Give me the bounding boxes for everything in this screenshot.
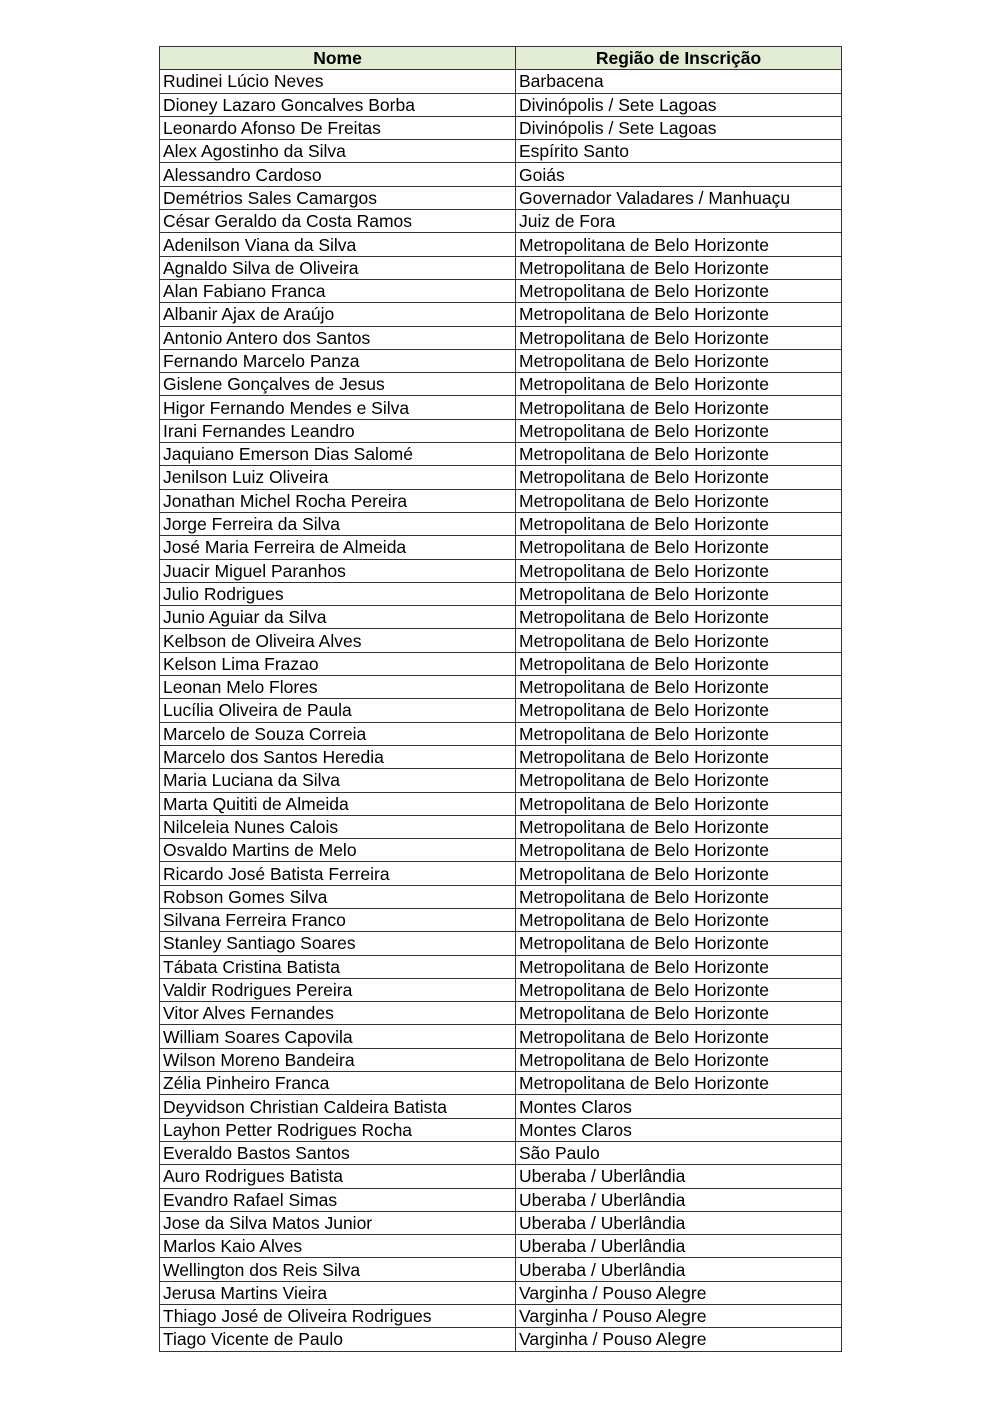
cell-name: Marcelo dos Santos Heredia	[160, 745, 516, 768]
table-row	[160, 1165, 842, 1188]
cell-name: Jonathan Michel Rocha Pereira	[160, 489, 516, 512]
cell-region: Varginha / Pouso Alegre	[516, 1305, 842, 1328]
cell-name: Wellington dos Reis Silva	[160, 1258, 516, 1281]
table-row	[160, 466, 842, 489]
registration-list	[159, 46, 841, 1352]
cell-name: Alessandro Cardoso	[160, 163, 516, 186]
cell-region: Metropolitana de Belo Horizonte	[516, 256, 842, 279]
cell-name: Maria Luciana da Silva	[160, 769, 516, 792]
table-row	[160, 373, 842, 396]
table-row	[160, 652, 842, 675]
cell-name: Lucília Oliveira de Paula	[160, 699, 516, 722]
table-row	[160, 676, 842, 699]
cell-region: Metropolitana de Belo Horizonte	[516, 862, 842, 885]
cell-region: Barbacena	[516, 70, 842, 93]
cell-name: Alex Agostinho da Silva	[160, 140, 516, 163]
cell-region: Metropolitana de Belo Horizonte	[516, 1048, 842, 1071]
cell-region: Metropolitana de Belo Horizonte	[516, 1025, 842, 1048]
cell-region: Montes Claros	[516, 1095, 842, 1118]
cell-region: Uberaba / Uberlândia	[516, 1165, 842, 1188]
table-row	[160, 93, 842, 116]
cell-name: Adenilson Viana da Silva	[160, 233, 516, 256]
table-row	[160, 256, 842, 279]
cell-region: Metropolitana de Belo Horizonte	[516, 839, 842, 862]
cell-name: Stanley Santiago Soares	[160, 932, 516, 955]
table-row	[160, 908, 842, 931]
table-row	[160, 233, 842, 256]
cell-name: Evandro Rafael Simas	[160, 1188, 516, 1211]
column-header-region: Região de Inscrição	[516, 47, 842, 70]
table-row	[160, 210, 842, 233]
table-row	[160, 396, 842, 419]
table-row	[160, 839, 842, 862]
cell-region: Uberaba / Uberlândia	[516, 1211, 842, 1234]
table-row	[160, 140, 842, 163]
table-row	[160, 536, 842, 559]
table-row	[160, 885, 842, 908]
cell-region: Metropolitana de Belo Horizonte	[516, 885, 842, 908]
cell-region: Metropolitana de Belo Horizonte	[516, 326, 842, 349]
table-row	[160, 70, 842, 93]
registration-table	[159, 46, 842, 1352]
cell-region: Metropolitana de Belo Horizonte	[516, 512, 842, 535]
cell-region: Metropolitana de Belo Horizonte	[516, 279, 842, 302]
table-header-row	[160, 47, 842, 70]
cell-region: Metropolitana de Belo Horizonte	[516, 792, 842, 815]
table-row	[160, 932, 842, 955]
cell-region: Metropolitana de Belo Horizonte	[516, 443, 842, 466]
column-header-name: Nome	[160, 47, 516, 70]
cell-name: Deyvidson Christian Caldeira Batista	[160, 1095, 516, 1118]
table-row	[160, 512, 842, 535]
table-row	[160, 792, 842, 815]
table-row	[160, 978, 842, 1001]
cell-region: São Paulo	[516, 1141, 842, 1164]
cell-name: Thiago José de Oliveira Rodrigues	[160, 1305, 516, 1328]
cell-name: Irani Fernandes Leandro	[160, 419, 516, 442]
table-row	[160, 1072, 842, 1095]
cell-region: Metropolitana de Belo Horizonte	[516, 559, 842, 582]
table-row	[160, 1305, 842, 1328]
cell-region: Metropolitana de Belo Horizonte	[516, 349, 842, 372]
table-row	[160, 163, 842, 186]
cell-region: Metropolitana de Belo Horizonte	[516, 606, 842, 629]
cell-region: Metropolitana de Belo Horizonte	[516, 745, 842, 768]
cell-region: Montes Claros	[516, 1118, 842, 1141]
cell-name: César Geraldo da Costa Ramos	[160, 210, 516, 233]
table-row	[160, 582, 842, 605]
table-row	[160, 326, 842, 349]
cell-region: Uberaba / Uberlândia	[516, 1235, 842, 1258]
cell-name: Robson Gomes Silva	[160, 885, 516, 908]
table-row	[160, 1002, 842, 1025]
cell-name: Albanir Ajax de Araújo	[160, 303, 516, 326]
cell-region: Metropolitana de Belo Horizonte	[516, 489, 842, 512]
cell-name: Nilceleia Nunes Calois	[160, 815, 516, 838]
cell-name: Dioney Lazaro Goncalves Borba	[160, 93, 516, 116]
cell-name: Alan Fabiano Franca	[160, 279, 516, 302]
cell-name: Higor Fernando Mendes e Silva	[160, 396, 516, 419]
cell-region: Metropolitana de Belo Horizonte	[516, 652, 842, 675]
cell-name: Jerusa Martins Vieira	[160, 1281, 516, 1304]
cell-name: Valdir Rodrigues Pereira	[160, 978, 516, 1001]
cell-name: Leonan Melo Flores	[160, 676, 516, 699]
table-row	[160, 349, 842, 372]
table-row	[160, 1328, 842, 1351]
cell-region: Metropolitana de Belo Horizonte	[516, 303, 842, 326]
cell-region: Metropolitana de Belo Horizonte	[516, 676, 842, 699]
cell-region: Metropolitana de Belo Horizonte	[516, 419, 842, 442]
table-row	[160, 489, 842, 512]
table-row	[160, 419, 842, 442]
cell-name: Julio Rodrigues	[160, 582, 516, 605]
table-row	[160, 955, 842, 978]
cell-name: Zélia Pinheiro Franca	[160, 1072, 516, 1095]
table-row	[160, 559, 842, 582]
table-row	[160, 699, 842, 722]
table-row	[160, 606, 842, 629]
cell-region: Varginha / Pouso Alegre	[516, 1281, 842, 1304]
cell-region: Metropolitana de Belo Horizonte	[516, 699, 842, 722]
cell-name: Marlos Kaio Alves	[160, 1235, 516, 1258]
cell-name: Fernando Marcelo Panza	[160, 349, 516, 372]
cell-region: Metropolitana de Belo Horizonte	[516, 582, 842, 605]
table-row	[160, 1188, 842, 1211]
table-row	[160, 629, 842, 652]
table-row	[160, 722, 842, 745]
table-row	[160, 1025, 842, 1048]
table-row	[160, 769, 842, 792]
cell-region: Metropolitana de Belo Horizonte	[516, 908, 842, 931]
table-row	[160, 1095, 842, 1118]
cell-name: Demétrios Sales Camargos	[160, 186, 516, 209]
cell-name: Ricardo José Batista Ferreira	[160, 862, 516, 885]
cell-region: Divinópolis / Sete Lagoas	[516, 116, 842, 139]
table-row	[160, 186, 842, 209]
cell-name: Tiago Vicente de Paulo	[160, 1328, 516, 1351]
cell-region: Metropolitana de Belo Horizonte	[516, 396, 842, 419]
cell-name: Kelson Lima Frazao	[160, 652, 516, 675]
cell-name: Everaldo Bastos Santos	[160, 1141, 516, 1164]
cell-name: Gislene Gonçalves de Jesus	[160, 373, 516, 396]
cell-region: Metropolitana de Belo Horizonte	[516, 955, 842, 978]
cell-region: Goiás	[516, 163, 842, 186]
cell-region: Metropolitana de Belo Horizonte	[516, 932, 842, 955]
cell-name: William Soares Capovila	[160, 1025, 516, 1048]
cell-region: Metropolitana de Belo Horizonte	[516, 815, 842, 838]
table-row	[160, 1141, 842, 1164]
cell-name: Rudinei Lúcio Neves	[160, 70, 516, 93]
cell-region: Divinópolis / Sete Lagoas	[516, 93, 842, 116]
table-row	[160, 862, 842, 885]
cell-region: Metropolitana de Belo Horizonte	[516, 978, 842, 1001]
cell-name: Marta Quititi de Almeida	[160, 792, 516, 815]
cell-name: Jorge Ferreira da Silva	[160, 512, 516, 535]
cell-name: Vitor Alves Fernandes	[160, 1002, 516, 1025]
cell-name: Kelbson de Oliveira Alves	[160, 629, 516, 652]
cell-name: Antonio Antero dos Santos	[160, 326, 516, 349]
cell-name: Silvana Ferreira Franco	[160, 908, 516, 931]
table-row	[160, 1235, 842, 1258]
cell-name: Osvaldo Martins de Melo	[160, 839, 516, 862]
cell-name: Leonardo Afonso De Freitas	[160, 116, 516, 139]
cell-region: Uberaba / Uberlândia	[516, 1258, 842, 1281]
cell-region: Metropolitana de Belo Horizonte	[516, 629, 842, 652]
cell-region: Metropolitana de Belo Horizonte	[516, 373, 842, 396]
cell-region: Governador Valadares / Manhuaçu	[516, 186, 842, 209]
table-row	[160, 1281, 842, 1304]
table-body	[160, 70, 842, 1351]
cell-region: Metropolitana de Belo Horizonte	[516, 466, 842, 489]
table-row	[160, 279, 842, 302]
cell-name: Junio Aguiar da Silva	[160, 606, 516, 629]
cell-region: Metropolitana de Belo Horizonte	[516, 1072, 842, 1095]
cell-name: Wilson Moreno Bandeira	[160, 1048, 516, 1071]
table-row	[160, 303, 842, 326]
cell-region: Metropolitana de Belo Horizonte	[516, 722, 842, 745]
table-row	[160, 815, 842, 838]
cell-name: Agnaldo Silva de Oliveira	[160, 256, 516, 279]
cell-name: Juacir Miguel Paranhos	[160, 559, 516, 582]
cell-region: Metropolitana de Belo Horizonte	[516, 1002, 842, 1025]
cell-region: Metropolitana de Belo Horizonte	[516, 233, 842, 256]
table-row	[160, 443, 842, 466]
cell-name: Marcelo de Souza Correia	[160, 722, 516, 745]
cell-name: Layhon Petter Rodrigues Rocha	[160, 1118, 516, 1141]
table-row	[160, 1258, 842, 1281]
cell-name: José Maria Ferreira de Almeida	[160, 536, 516, 559]
cell-region: Varginha / Pouso Alegre	[516, 1328, 842, 1351]
cell-name: Jose da Silva Matos Junior	[160, 1211, 516, 1234]
cell-region: Uberaba / Uberlândia	[516, 1188, 842, 1211]
cell-region: Espírito Santo	[516, 140, 842, 163]
table-row	[160, 116, 842, 139]
table-row	[160, 1118, 842, 1141]
cell-region: Metropolitana de Belo Horizonte	[516, 536, 842, 559]
cell-name: Jenilson Luiz Oliveira	[160, 466, 516, 489]
table-row	[160, 1048, 842, 1071]
cell-name: Jaquiano Emerson Dias Salomé	[160, 443, 516, 466]
table-row	[160, 1211, 842, 1234]
cell-name: Auro Rodrigues Batista	[160, 1165, 516, 1188]
cell-name: Tábata Cristina Batista	[160, 955, 516, 978]
cell-region: Juiz de Fora	[516, 210, 842, 233]
cell-region: Metropolitana de Belo Horizonte	[516, 769, 842, 792]
table-row	[160, 745, 842, 768]
